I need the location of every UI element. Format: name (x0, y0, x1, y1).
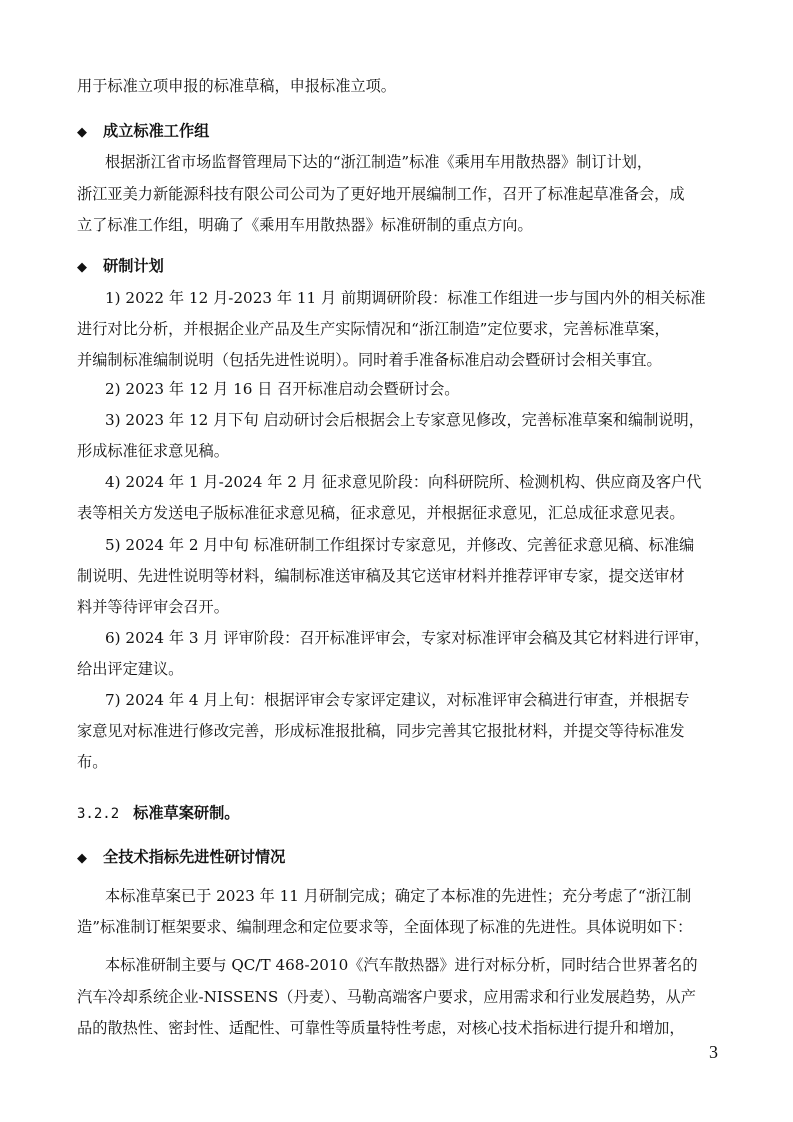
section-heading (77, 803, 239, 824)
plan-line: 2) 2023 年 12 月 16 日 召开标准启动会暨研讨会。 (105, 380, 460, 398)
bullet-heading-advancement (77, 847, 285, 869)
text-line: 品的散热性、密封性、适配性、可靠性等质量特性考虑，对核心技术指标进行提升和增加， (77, 1019, 685, 1037)
plan-line: 进行对比分析，并根据企业产品及生产实际情况和“浙江制造”定位要求，完善标准草案， (77, 320, 670, 338)
text-line: 本标准草案已于 2023 年 11 月研制完成；确定了本标准的先进性；充分考虑了“浙江制 (105, 887, 692, 905)
text-line: 立了标准工作组，明确了《乘用车用散热器》标准研制的重点方向。 (77, 216, 533, 234)
plan-line: 布。 (77, 753, 108, 771)
plan-line: 给出评定建议。 (77, 660, 184, 678)
bullet-title: 全技术指标先进性研讨情况 (103, 848, 286, 866)
plan-line: 形成标准征求意见稿。 (77, 442, 229, 460)
text-line: 本标准研制主要与 QC/T 468-2010《汽车散热器》进行对标分析，同时结合世界著名的 (105, 956, 698, 974)
plan-line: 5) 2024 年 2 月中旬 标准研制工作组探讨专家意见，并修改、完善征求意见稿、标准编 (105, 536, 695, 554)
diamond-bullet-icon: ◆ (77, 851, 87, 866)
bullet-heading-plan (77, 256, 164, 278)
text-line: 汽车冷却系统企业-NISSENS（丹麦）、马勒高端客户要求，应用需求和行业发展趋势，从产 (77, 988, 696, 1006)
diamond-bullet-icon: ◆ (77, 260, 87, 275)
plan-line: 表等相关方发送电子版标准征求意见稿，征求意见，并根据征求意见，汇总成征求意见表。 (77, 504, 685, 522)
text-line: 用于标准立项申报的标准草稿，申报标准立项。 (77, 77, 396, 95)
plan-line: 家意见对标准进行修改完善，形成标准报批稿，同步完善其它报批材料，并提交等待标准发 (77, 722, 685, 740)
plan-line: 7) 2024 年 4 月上旬：根据评审会专家评定建议，对标准评审会稿进行审查，并根据专 (105, 691, 690, 709)
section-number: 3.2.2 (77, 806, 120, 822)
text-line: 根据浙江省市场监督管理局下达的“浙江制造”标准《乘用车用散热器》制订计划， (105, 153, 653, 171)
plan-line: 制说明、先进性说明等材料，编制标准送审稿及其它送审材料并推荐评审专家，提交送审材 (77, 567, 685, 585)
bullet-heading-working-group (77, 121, 209, 143)
plan-line: 1) 2022 年 12 月-2023 年 11 月 前期调研阶段：标准工作组进一步与国内外的相关标准 (105, 289, 706, 307)
bullet-title: 研制计划 (103, 257, 164, 275)
section-title: 标准草案研制。 (133, 804, 240, 822)
plan-line: 料并等待评审会召开。 (77, 598, 229, 616)
plan-line: 4) 2024 年 1 月-2024 年 2 月 征求意见阶段：向科研院所、检测机构、供应商及客户代 (105, 473, 702, 491)
text-line: 造”标准制订框架要求、编制理念和定位要求等，全面体现了标准的先进性。具体说明如下： (77, 918, 693, 936)
page-number: 3 (709, 1042, 718, 1062)
bullet-title: 成立标准工作组 (103, 122, 210, 140)
text-line: 浙江亚美力新能源科技有限公司公司为了更好地开展编制工作，召开了标准起草准备会，成 (77, 185, 685, 203)
plan-line: 3) 2023 年 12 月下旬 启动研讨会后根据会上专家意见修改，完善标准草案和编制说明， (105, 411, 704, 429)
plan-line: 并编制标准编制说明（包括先进性说明）。同时着手准备标准启动会暨研讨会相关事宜。 (77, 351, 662, 369)
plan-line: 6) 2024 年 3 月 评审阶段：召开标准评审会，专家对标准评审会稿及其它材料进行评审， (105, 629, 710, 647)
diamond-bullet-icon: ◆ (77, 125, 87, 140)
